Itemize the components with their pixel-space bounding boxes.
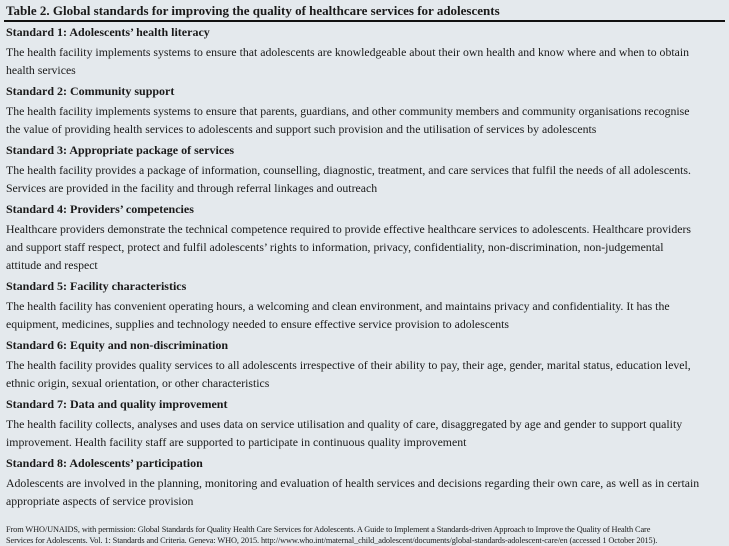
standard-heading: Standard 5: Facility characteristics: [6, 279, 187, 293]
table-row: [6, 81, 725, 140]
table-row: [6, 22, 725, 81]
standard-heading: Standard 1: Adolescents’ health literacy: [6, 25, 210, 39]
standard-heading: Standard 2: Community support: [6, 84, 175, 98]
standard-description-line: the value of providing health services to adolescents and support such provision and the utilisation of services by adolescents: [6, 122, 597, 136]
standard-description-line: The health facility collects, analyses and uses data on service utilisation and quality of care, disaggregated by age and gender to support quality: [6, 417, 683, 431]
standard-description-line: Healthcare providers demonstrate the technical competence required to provide effective healthcare services to adolescents. Healthcare providers: [6, 222, 691, 236]
standard-description-line: and support staff respect, protect and fulfil adolescents’ rights to information, privacy, confidentiality, non-discrimination, non-judgemental: [6, 240, 664, 254]
standard-description-line: equipment, medicines, supplies and technology needed to ensure effective service provision to adolescents: [6, 317, 509, 331]
standard-description-line: appropriate aspects of service provision: [6, 494, 194, 508]
table-footnote: [6, 524, 725, 546]
standard-heading: Standard 7: Data and quality improvement: [6, 397, 228, 411]
table-row: [6, 140, 725, 199]
standard-description-line: attitude and respect: [6, 258, 98, 272]
row-spacer: [6, 510, 725, 512]
table-row: [6, 394, 725, 453]
standard-description-line: ethnic origin, sexual orientation, or other characteristics: [6, 376, 270, 390]
table-row: [6, 276, 725, 335]
standard-heading: Standard 6: Equity and non-discrimination: [6, 338, 229, 352]
standard-heading: Standard 4: Providers’ competencies: [6, 202, 194, 216]
table-row: [6, 199, 725, 276]
standard-description-line: The health facility provides quality services to all adolescents irrespective of their ability to pay, their age, gender, marital status, education level,: [6, 358, 691, 372]
standard-description-line: The health facility implements systems to ensure that adolescents are knowledgeable about their own health and know where and when to obtain: [6, 45, 690, 59]
footnote-line: From WHO/UNAIDS, with permission: Global Standards for Quality Health Care Services for Adolescents. A Guide to Implement a Standards-driven Approach to Improve the Quality of Health Care: [6, 525, 651, 534]
table-body: [6, 22, 725, 512]
standard-description-line: Services are provided in the facility and through referral linkages and outreach: [6, 181, 378, 195]
standard-description-line: The health facility has convenient operating hours, a welcoming and clean environment, and maintains privacy and confidentiality. It has the: [6, 299, 670, 313]
standard-heading: Standard 3: Appropriate package of services: [6, 143, 235, 157]
standard-description-line: health services: [6, 63, 76, 77]
standard-heading: Standard 8: Adolescents’ participation: [6, 456, 203, 470]
standard-description-line: Adolescents are involved in the planning, monitoring and evaluation of health services and decisions regarding their own care, as well as in certain: [6, 476, 700, 490]
table-title: Table 2. Global standards for improving the quality of healthcare services for adolescents: [6, 3, 500, 18]
footnote-line: Services for Adolescents. Vol. 1: Standards and Criteria. Geneva: WHO, 2015. http://www.who.int/maternal_child_adolescent/documents/global-standards-adolescent-care/en (accessed 1 October 2015).: [6, 536, 658, 545]
table-row: [6, 335, 725, 394]
table-row: [6, 453, 725, 512]
standard-description-line: improvement. Health facility staff are supported to participate in continuous quality improvement: [6, 435, 467, 449]
standard-description-line: The health facility implements systems to ensure that parents, guardians, and other community members and community organisations recognise: [6, 104, 690, 118]
standard-description-line: The health facility provides a package of information, counselling, diagnostic, treatment, and care services that fulfil the needs of all adolescents.: [6, 163, 691, 177]
